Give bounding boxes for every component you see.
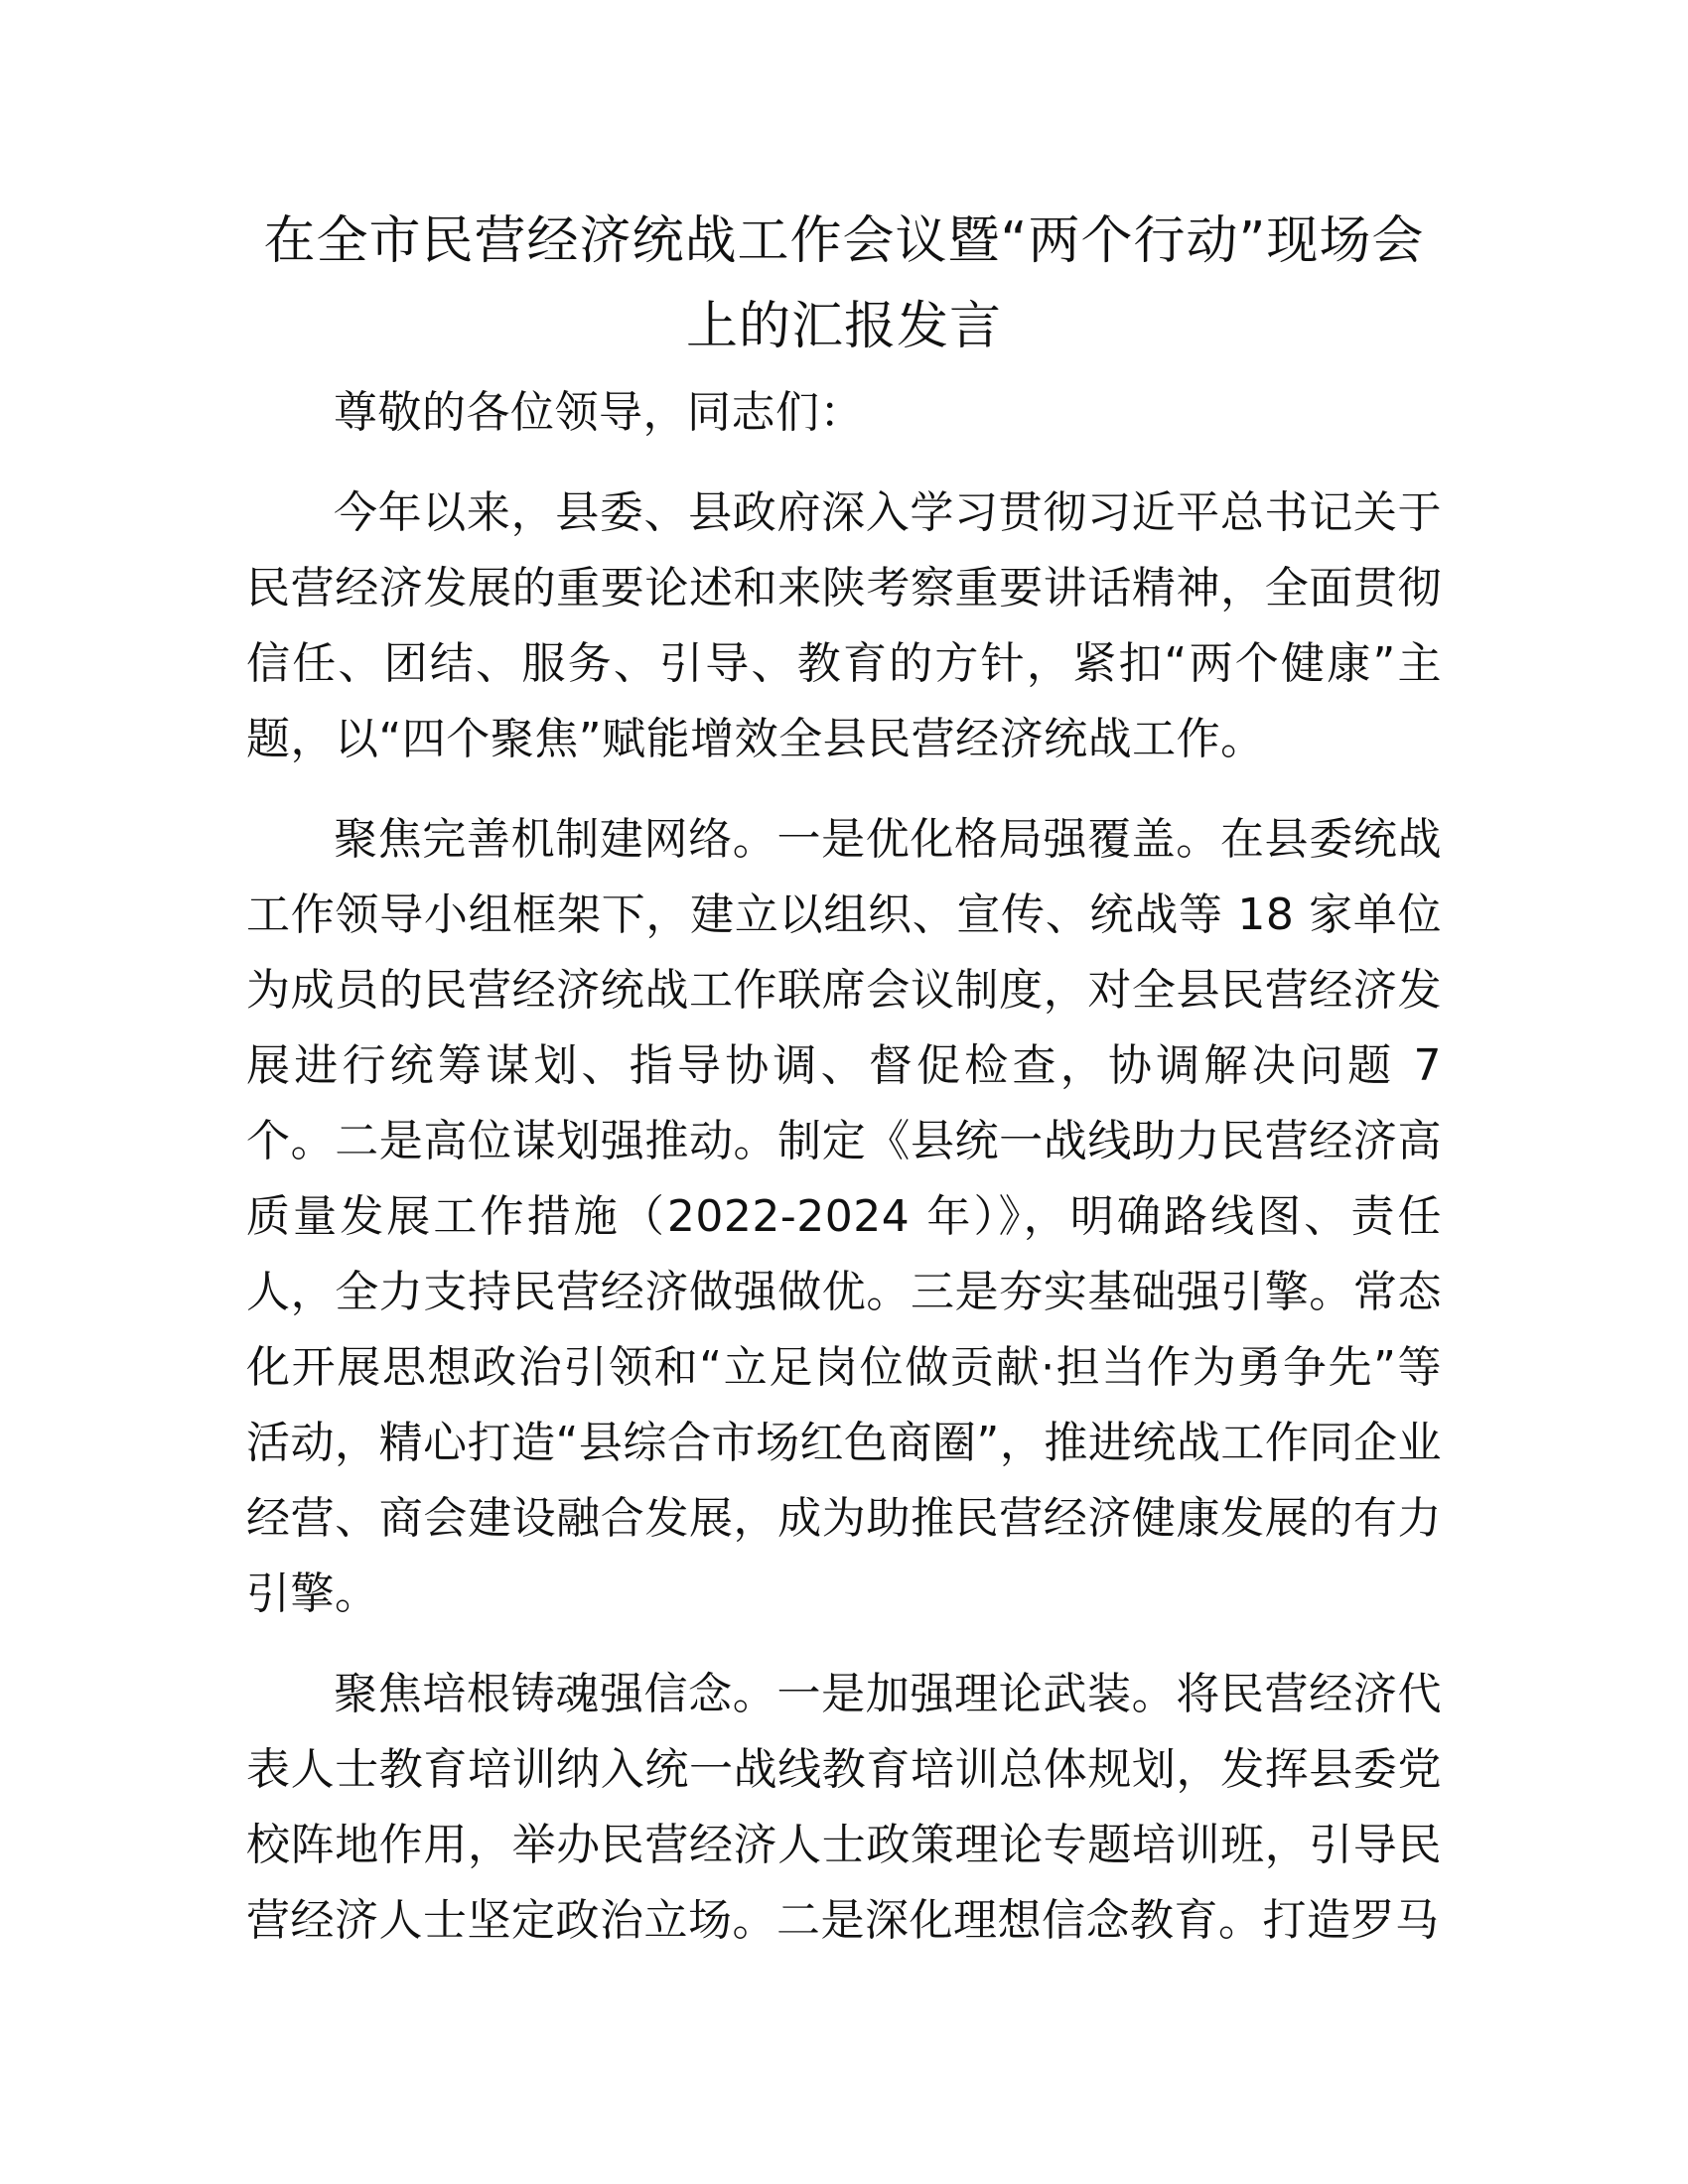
body-paragraph: 今年以来，县委、县政府深入学习贯彻习近平总书记关于民营经济发展的重要论述和来陕考察重要讲话精神，全面贯彻信任、团结、服务、引导、教育的方针，紧扣“两个健康”主题，以“四个聚焦”赋能增效全县民营经济统战工作。 bbox=[246, 487, 1442, 764]
body-paragraph: 聚焦培根铸魂强信念。一是加强理论武装。将民营经济代表人士教育培训纳入统一战线教育培训总体规划，发挥县委党校阵地作用，举办民营经济人士政策理论专题培训班，引导民营经济人士坚定政治立场。二是深化理想信念教育。打造罗马 bbox=[246, 1669, 1442, 1946]
document-body bbox=[246, 375, 1442, 1983]
body-paragraph: 聚焦完善机制建网络。一是优化格局强覆盖。在县委统战工作领导小组框架下，建立以组织、宣传、统战等 18 家单位为成员的民营经济统战工作联席会议制度，对全县民营经济发展进行统筹谋划、指导协调、督促检查，协调解决问题 7 个。二是高位谋划强推动。制定《县统一战线助力民营经济高质量发展工作措施（2022-2024 年）》，明确路线图、责任人，全力支持民营经济做强做优。三是夯实基础强引擎。常态化开展思想政治引领和“立足岗位做贡献·担当作为勇争先”等活动，精心打造“县综合市场红色商圈”，推进统战工作同企业经营、商会建设融合发展，成为助推民营经济健康发展的有力引擎。 bbox=[246, 814, 1442, 1619]
document-title: 在全市民营经济统战工作会议暨“两个行动”现场会上的汇报发言 bbox=[263, 211, 1425, 356]
salutation: 尊敬的各位领导，同志们： bbox=[334, 387, 864, 438]
